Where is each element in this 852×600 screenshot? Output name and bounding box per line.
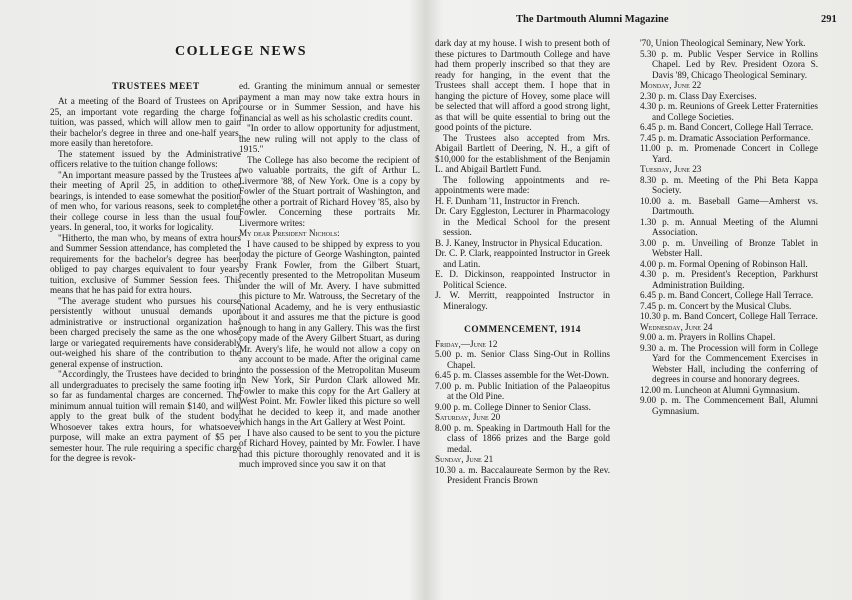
schedule-event: 6.45 p. m. Band Concert, College Hall Terrace. <box>640 122 814 132</box>
list-item: H. F. Dunham '11, Instructor in French. <box>435 195 580 206</box>
paragraph: "Accordingly, the Trustees have decided to bring all undergraduates to precisely the same footing in so far as fundamental charges are concerned. The minimum annual tuition will remain $140, and will apply to the great bulk of the student body. Whosoever takes extra hours, for whatsoever purpose, will make an extra payment of $5 per semester hour. The rule requiring a specific charge for the degree is revok- <box>50 369 241 463</box>
letter-paragraph: I have also caused to be sent to you the picture of Richard Hovey, painted by Mr. Fowler. I have had this picture thoroughly renovated and it is much improved since you saw it on that <box>239 427 420 469</box>
letter-salutation: My dear President Nichols: <box>239 228 340 238</box>
trustees-heading: TRUSTEES MEET <box>112 82 200 92</box>
list-item: E. D. Dickinson, reappointed Instructor in Political Science. <box>435 269 610 290</box>
paragraph: "In order to allow opportunity for adjustment, the new ruling will not apply to the class of 1915." <box>239 123 420 154</box>
list-item: Dr. Cary Eggleston, Lecturer in Pharmacology in the Medical School for the present session. <box>435 206 610 237</box>
schedule-event-cont: '70, Union Theological Seminary, New York. <box>640 38 806 48</box>
schedule-event: 10.30 p. m. Band Concert, College Hall Terrace. <box>640 311 818 321</box>
schedule-event: 9.30 a. m. The Procession will form in College Yard for the Commencement Exercises in Webster Hall, including the conferring of degrees in course and honorary degrees. <box>640 342 818 384</box>
paragraph: ed. Granting the minimum annual or semester payment a man may now take extra hours in course or in Summer Session, and have his financial as well as his scholastic credits count. <box>239 81 420 123</box>
schedule-event: 9.00 p. m. College Dinner to Senior Class. <box>435 401 591 412</box>
schedule-event: 6.45 p. m. Classes assemble for the Wet-Down. <box>435 370 609 380</box>
schedule-event: 4.30 p. m. President's Reception, Parkhurst Administration Building. <box>640 269 818 290</box>
list-item: J. W. Merritt, reappointed Instructor in Mineralogy. <box>435 290 610 311</box>
paragraph: At a meeting of the Board of Trustees on April 25, an important vote regarding the charge for tuition, was passed, which will allow men to gain their bachelor's degree in three and one-half years, more easily than heretofore. <box>50 96 241 148</box>
schedule-event: 1.30 p. m. Annual Meeting of the Alumni Association. <box>640 216 818 237</box>
letter-paragraph: I have caused to be shipped by express to you today the picture of George Washington, painted by Frank Fowler, from the Gilbert Stuart, recently presented to the Metropolitan Museum under the will of Mr. Avery. I have submitted this picture to Mr. Watrouss, the Secretary of the National Academy, and he is very enthusiastic about it and assures me that the picture is good enough to hang in any Gallery. This was the first copy made of the Avery Gilbert Stuart, as during Mr. Avery's life, he would not allow a copy on any account to be made. After the original came into the possession of the Metropolitan Museum in New York, Sir Purdon Clark allowed Mr. Fowler to make this copy for the Art Gallery at West Point. Mr. Fowler liked this picture so well that he decided to keep it, and made another which hangs in the Art Gallery at West Point. <box>239 238 420 427</box>
schedule-event: 5.00 p. m. Senior Class Sing-Out in Rollins Chapel. <box>435 349 610 370</box>
column-3 <box>435 38 610 486</box>
schedule-event: 4.00 p. m. Formal Opening of Robinson Hall. <box>640 258 808 269</box>
schedule-event: 4.30 p. m. Reunions of Greek Letter Fraternities and College Societies. <box>640 101 818 122</box>
letter-paragraph: dark day at my house. I wish to present both of these pictures to Dartmouth College and have had them properly inscribed so that they are ready for hanging, in the event that the Trustees shall accept them. I hope that in hanging the picture of Hovey, some place will be selected that will afford a good strong light, as that will be quite essential to bring out the good points of the picture. <box>435 38 610 132</box>
schedule-event: 7.45 p. m. Dramatic Association Performance. <box>640 132 811 143</box>
schedule-event: 7.00 p. m. Public Initiation of the Palaeopitus at the Old Pine. <box>435 380 610 401</box>
schedule-event: 9.00 a. m. Prayers in Rollins Chapel. <box>640 332 776 342</box>
paragraph: "The average student who pursues his course persistently without unusual demands upon administrative or instructional organization has been charged precisely the same as the one whose large or variegated requirements have considerably out-weighed his share of the contribution to the general expense of instruction. <box>50 295 241 369</box>
schedule-day: Saturday, June 20 <box>435 412 501 422</box>
appointments-list <box>435 196 610 312</box>
schedule-event: 9.00 p. m. The Commencement Ball, Alumni Gymnasium. <box>640 395 818 416</box>
schedule-day: Monday, June 22 <box>640 80 702 90</box>
paragraph: The statement issued by the Administrative officers relative to the tuition change follows: <box>50 148 241 169</box>
schedule-event: 12.00 m. Luncheon at Alumni Gymnasium. <box>640 384 800 395</box>
running-header-title: The Dartmouth Alumni Magazine <box>516 14 669 25</box>
schedule-event: 6.45 p. m. Band Concert, College Hall Terrace. <box>640 290 814 300</box>
schedule-event: 8.30 p. m. Meeting of the Phi Beta Kappa Society. <box>640 174 818 195</box>
paragraph: The following appointments and re-appointments were made: <box>435 174 610 195</box>
schedule-day: Tuesday, June 23 <box>640 164 702 174</box>
list-item: B. J. Kaney, Instructor in Physical Education. <box>435 237 603 248</box>
section-title: COLLEGE NEWS <box>175 44 307 59</box>
schedule-event: 10.00 a. m. Baseball Game—Amherst vs. Dartmouth. <box>640 195 818 216</box>
schedule-part-1 <box>435 339 610 486</box>
schedule-event: 8.00 p. m. Speaking in Dartmouth Hall for the class of 1866 prizes and the Barge gold medal. <box>435 422 610 454</box>
column-1 <box>50 96 241 464</box>
paragraph: "An important measure passed by the Trustees at their meeting of April 25, in addition to other bearings, is intended to ease somewhat the position of men who, for various reasons, seek to complete their college course in less than the usual four years. In general, too, it works for logicality. <box>50 169 241 232</box>
schedule-event: 2.30 p. m. Class Day Exercises. <box>640 90 757 101</box>
commencement-heading: COMMENCEMENT, 1914 <box>464 325 581 335</box>
list-item: Dr. C. P. Clark, reappointed Instructor in Greek and Latin. <box>435 248 610 269</box>
paragraph: The Trustees also accepted from Mrs. Abigail Bartlett of Deering, N. H., a gift of $10,000 for the establishment of the Benjamin L. and Abigail Bartlett Fund. <box>435 132 610 174</box>
schedule-event: 3.00 p. m. Unveiling of Bronze Tablet in Webster Hall. <box>640 237 818 258</box>
schedule-event: 11.00 p. m. Promenade Concert in College Yard. <box>640 143 818 164</box>
schedule-day: Friday,—June 12 <box>435 338 498 349</box>
column-4 <box>640 38 818 416</box>
schedule-day: Sunday, June 21 <box>435 454 494 464</box>
schedule-event: 10.30 a. m. Baccalaureate Sermon by the Rev. President Francis Brown <box>435 464 610 485</box>
schedule-event: 5.30 p. m. Public Vesper Service in Rollins Chapel. Led by Rev. President Ozora S. Davis '89, Chicago Theological Seminary. <box>640 48 818 80</box>
paragraph: "Hitherto, the man who, by means of extra hours and Summer Session attendance, has completed the requirements for the bachelor's degree has been obliged to pay charges equivalent to four years' tuition, exclusive of Summer Session fees. This means that he has paid for extra hours. <box>50 232 241 295</box>
paragraph: The College has also become the recipient of two valuable portraits, the gift of Arthur L. Livermore '88, of New York. One is a copy by Fowler of the Stuart portrait of Washington, and the other a portrait of Richard Hovey '85, also by Fowler. Concerning these portraits Mr. Livermore writes: <box>239 154 420 228</box>
schedule-event: 7.45 p. m. Concert by the Musical Clubs. <box>640 300 792 311</box>
schedule-day: Wednesday, June 24 <box>640 321 713 332</box>
column-2 <box>239 81 420 470</box>
page-number: 291 <box>821 14 837 25</box>
